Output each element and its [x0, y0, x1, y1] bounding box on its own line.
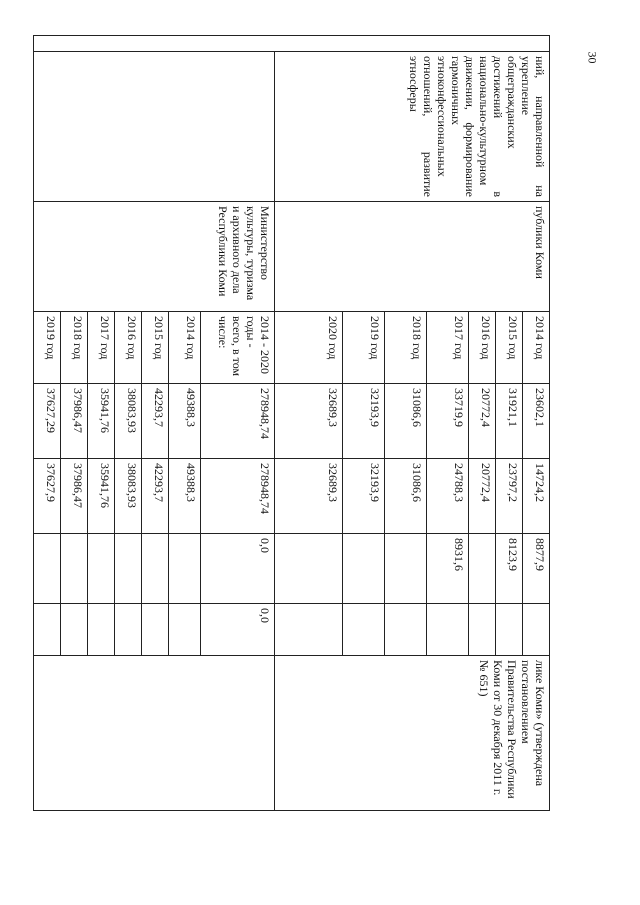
note-empty: [34, 656, 275, 811]
period-cell: 2014 год: [169, 312, 201, 384]
federal-budget-cell: [385, 534, 427, 604]
executor-cell: Министерство культуры, туризма и архивного дела Республики Коми: [34, 202, 275, 312]
other-sources-cell: [385, 604, 427, 656]
federal-budget-cell: [61, 534, 88, 604]
measure-description: ний, направленной на укрепление общегражданских достижений в национально-культурном движении, формирование гармоничных этноконфессиональных отношений, развитие этносферы: [275, 52, 550, 202]
executor-cell: публики Коми: [275, 202, 550, 312]
republic-budget-cell: 32689,3: [275, 459, 343, 534]
period-cell: 2018 год: [385, 312, 427, 384]
total-cell: 37986,47: [61, 384, 88, 459]
period-cell: 2016 год: [469, 312, 496, 384]
republic-budget-cell: 37986,47: [61, 459, 88, 534]
table-body: [34, 36, 550, 811]
federal-budget-cell: [34, 534, 61, 604]
table-row: [523, 36, 550, 811]
republic-budget-cell: 35941,76: [88, 459, 115, 534]
program-note: лике Коми» (утверждена постановлением Правительства Республики Коми от 30 декабря 2011 г. № 651): [275, 656, 550, 811]
federal-budget-cell: 8877,9: [523, 534, 550, 604]
federal-budget-cell: [469, 534, 496, 604]
total-cell: 32193,9: [343, 384, 385, 459]
republic-budget-cell: 24788,3: [427, 459, 469, 534]
republic-budget-cell: 38083,93: [115, 459, 142, 534]
republic-budget-cell: 49388,3: [169, 459, 201, 534]
total-cell: 278948,74: [201, 384, 275, 459]
federal-budget-cell: 8123,9: [496, 534, 523, 604]
other-sources-cell: 0,0: [201, 604, 275, 656]
republic-budget-cell: 23797,2: [496, 459, 523, 534]
period-cell: 2019 год: [343, 312, 385, 384]
total-cell: 42293,7: [142, 384, 169, 459]
total-cell: 35941,76: [88, 384, 115, 459]
page-number: 30: [585, 51, 600, 64]
republic-budget-cell: 37627,9: [34, 459, 61, 534]
other-sources-cell: [523, 604, 550, 656]
other-sources-cell: [142, 604, 169, 656]
other-sources-cell: [169, 604, 201, 656]
period-cell: 2014 год: [523, 312, 550, 384]
total-cell: 49388,3: [169, 384, 201, 459]
other-sources-cell: [496, 604, 523, 656]
table-margin-cell: [34, 36, 550, 52]
federal-budget-cell: [142, 534, 169, 604]
republic-budget-cell: 42293,7: [142, 459, 169, 534]
period-cell: 2017 год: [88, 312, 115, 384]
republic-budget-cell: 32193,9: [343, 459, 385, 534]
other-sources-cell: [469, 604, 496, 656]
total-cell: 33719,9: [427, 384, 469, 459]
other-sources-cell: [343, 604, 385, 656]
total-cell: 32689,3: [275, 384, 343, 459]
total-cell: 20772,4: [469, 384, 496, 459]
total-cell: 23602,1: [523, 384, 550, 459]
republic-budget-cell: 31086,6: [385, 459, 427, 534]
period-cell: 2020 год: [275, 312, 343, 384]
federal-budget-cell: [275, 534, 343, 604]
period-cell: 2015 год: [496, 312, 523, 384]
republic-budget-cell: 278948,74: [201, 459, 275, 534]
other-sources-cell: [88, 604, 115, 656]
federal-budget-cell: 8931,6: [427, 534, 469, 604]
financing-table: [44, 35, 550, 810]
total-cell: 31921,1: [496, 384, 523, 459]
federal-budget-cell: 0,0: [201, 534, 275, 604]
republic-budget-cell: 20772,4: [469, 459, 496, 534]
period-cell: 2016 год: [115, 312, 142, 384]
other-sources-cell: [34, 604, 61, 656]
table-row: [201, 36, 275, 811]
period-cell: 2017 год: [427, 312, 469, 384]
federal-budget-cell: [115, 534, 142, 604]
other-sources-cell: [115, 604, 142, 656]
federal-budget-cell: [169, 534, 201, 604]
total-cell: 38083,93: [115, 384, 142, 459]
total-cell: 37627,29: [34, 384, 61, 459]
federal-budget-cell: [343, 534, 385, 604]
other-sources-cell: [61, 604, 88, 656]
period-cell: 2014 - 2020 годы - всего, в том числе:: [201, 312, 275, 384]
measure-description-empty: [34, 52, 275, 202]
republic-budget-cell: 14724,2: [523, 459, 550, 534]
period-cell: 2015 год: [142, 312, 169, 384]
period-cell: 2019 год: [34, 312, 61, 384]
federal-budget-cell: [88, 534, 115, 604]
other-sources-cell: [275, 604, 343, 656]
other-sources-cell: [427, 604, 469, 656]
total-cell: 31086,6: [385, 384, 427, 459]
period-cell: 2018 год: [61, 312, 88, 384]
